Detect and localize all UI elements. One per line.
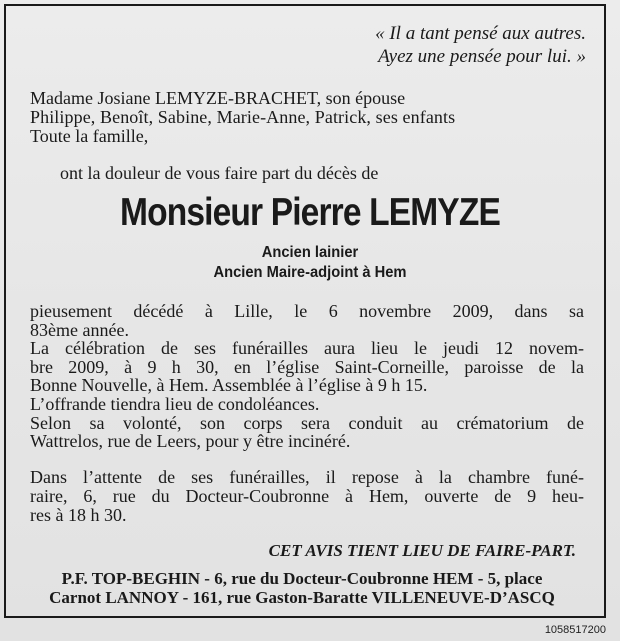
body-line: Bonne Nouvelle, à Hem. Assemblée à l’église à 9 h 15. xyxy=(30,375,428,396)
body-line: La célébration de ses funérailles aura lieu le jeudi 12 novem- xyxy=(30,338,584,359)
deceased-name: Monsieur Pierre LEMYZE xyxy=(120,191,500,234)
family-list xyxy=(30,89,455,146)
family-line: Philippe, Benoît, Sabine, Marie-Anne, Patrick, ses enfants xyxy=(30,107,456,127)
epigraph-quote xyxy=(256,22,586,68)
funeral-home-line: P.F. TOP-BEGHIN - 6, rue du Docteur-Coubronne HEM - 5, place xyxy=(61,569,543,588)
funeral-home-line: Carnot LANNOY - 161, rue Gaston-Baratte VILLENEUVE-D’ASCQ xyxy=(49,588,555,607)
announcement: ont la douleur de vous faire part du décès de xyxy=(60,163,379,183)
notice-statement: CET AVIS TIENT LIEU DE FAIRE-PART. xyxy=(268,541,576,560)
body-line: L’offrande tiendra lieu de condoléances. xyxy=(30,393,320,414)
body-line: pieusement décédé à Lille, le 6 novembre 2009, dans sa xyxy=(30,301,584,321)
body-line: Wattrelos, rue de Leers, pour y être incinéré. xyxy=(30,431,351,452)
body-line: 83ème année. xyxy=(30,319,129,340)
quote-line-2: Ayez une pensée pour lui. » xyxy=(378,46,586,67)
body-line: bre 2009, à 9 h 30, en l’église Saint-Corneille, paroisse de la xyxy=(30,356,584,377)
viewing-details xyxy=(30,468,584,524)
body-line: res à 18 h 30. xyxy=(30,504,127,525)
quote-line-1: « Il a tant pensé aux autres. xyxy=(375,23,586,44)
body-line: Selon sa volonté, son corps sera conduit au crématorium de xyxy=(30,412,584,433)
family-line: Toute la famille, xyxy=(30,126,149,146)
family-line: Madame Josiane LEMYZE-BRACHET, son épouse xyxy=(30,88,406,108)
funeral-home-info xyxy=(0,569,604,607)
title-line: Ancien Maire-adjoint à Hem xyxy=(213,264,407,281)
ceremony-details xyxy=(30,302,584,451)
deceased-titles xyxy=(0,243,620,283)
body-line: Dans l’attente de ses funérailles, il repose à la chambre funé- xyxy=(30,467,584,487)
title-line: Ancien lainier xyxy=(261,244,359,261)
reference-number: 1058517200 xyxy=(544,624,606,636)
body-line: raire, 6, rue du Docteur-Coubronne à Hem, ouverte de 9 heu- xyxy=(30,485,584,506)
